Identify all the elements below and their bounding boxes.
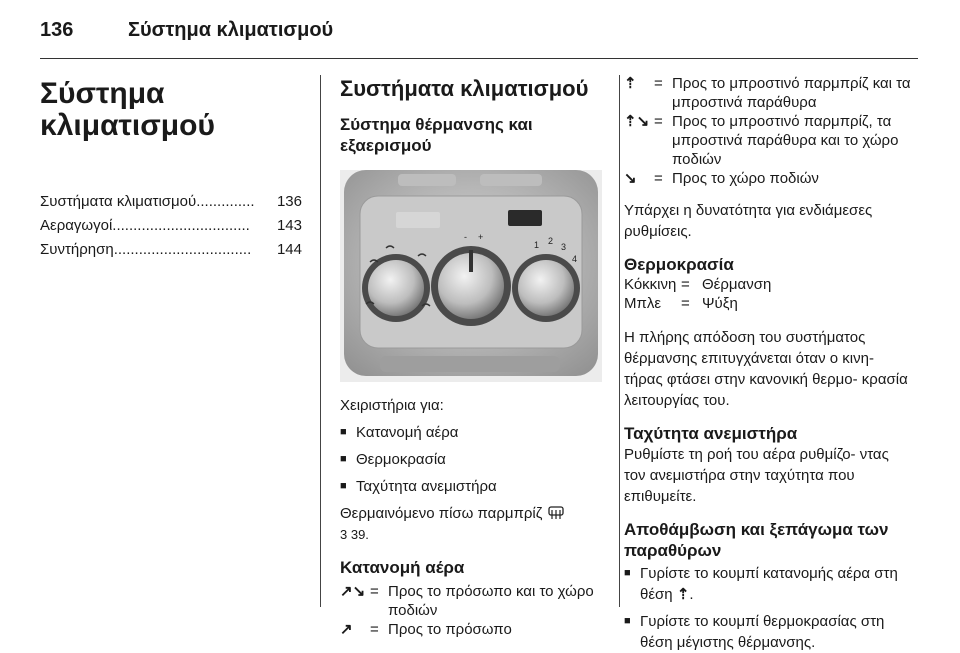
fan-label-2: 2 [548, 236, 554, 246]
control-panel-photo [340, 170, 602, 382]
defrost-heading [624, 519, 914, 561]
temperature-heading: Θερμοκρασία [624, 255, 734, 274]
subsection-title-line2: εξαερισμού [340, 136, 432, 155]
toc-page: 143 [276, 217, 302, 234]
temp-meaning: Ψύξη [702, 295, 738, 312]
heating-performance-note: Η πλήρης απόδοση του συστήματος θέρμανσης επιτυγχάνεται όταν ο κινη‐ τήρας φτάσει στην κανονική θερμο‐ κρασία λειτουργίας του. [624, 329, 908, 409]
equals: = [681, 295, 690, 312]
bullet-text: Γυρίστε το κουμπί κατανομής αέρα στη θέση ⇡. [640, 565, 898, 603]
list-item [624, 563, 914, 605]
chapter-title-line1: Σύστημα [40, 77, 165, 110]
list-item [624, 611, 914, 653]
fan-speed-text: Ρυθμίστε τη ροή του αέρα ρυθμίζο‐ ντας τον ανεμιστήρα στην ταχύτητα που επιθυμείτε. [624, 446, 889, 505]
face-icon: ↗ [340, 621, 353, 638]
rear-defrost-button [508, 210, 542, 226]
fan-speed-knob [512, 254, 580, 322]
bullet-icon: ■ [340, 453, 347, 465]
windscreen-icon: ⇡ [624, 75, 637, 92]
right-column [624, 74, 914, 653]
bullet-text: Ταχύτητα ανεμιστήρα [356, 478, 497, 495]
air-dist-row-face [340, 620, 602, 639]
column-divider-1 [320, 75, 321, 607]
equals: = [654, 170, 663, 187]
defrost-step-2: Γυρίστε το κουμπί θερμοκρασίας στη θέση μέγιστης θέρμανσης. [640, 613, 885, 651]
toc-page: 136 [276, 193, 302, 210]
table-of-contents [40, 190, 302, 262]
foot-icon: ↘ [624, 170, 637, 187]
list-item [340, 476, 602, 497]
bullet-icon: ■ [624, 615, 631, 627]
toc-entry-air-vents[interactable] [40, 214, 302, 238]
row-text: Προς το χώρο ποδιών [672, 170, 819, 187]
temp-color: Μπλε [624, 295, 662, 312]
toc-label: Συστήματα κλιματισμού [40, 193, 197, 210]
list-item [340, 449, 602, 470]
row-text: Προς το πρόσωπο [388, 621, 512, 638]
row-text: Προς το μπροστινό παρμπρίζ, τα μπροστινά παράθυρα και το χώρο ποδιών [672, 113, 899, 168]
air-dist-row-foot [624, 169, 914, 188]
section-title: Συστήματα κλιματισμού [340, 76, 589, 101]
subsection-title [340, 114, 602, 156]
row-text: Προς το μπροστινό παρμπρίζ και τα μπροστινά παράθυρα [672, 75, 911, 111]
equals: = [654, 113, 663, 130]
page-number: 136 [40, 19, 74, 41]
fan-label-4: 4 [572, 254, 578, 264]
subsection-title-line1: Σύστημα θέρμανσης και [340, 115, 533, 134]
chapter-title [40, 78, 302, 142]
defrost-heading-line2: παραθύρων [624, 541, 722, 560]
bullet-icon: ■ [340, 480, 347, 492]
air-dist-row-face-foot [340, 582, 602, 620]
fan-speed-heading: Ταχύτητα ανεμιστήρα [624, 424, 798, 443]
toc-leader: ................................. [112, 217, 250, 234]
heated-rear-text: Θερμαινόμενο πίσω παρμπρίζ [340, 505, 543, 522]
windscreen-icon: ⇡ [676, 586, 690, 603]
bullet-text: Θερμοκρασία [356, 451, 446, 468]
temperature-row-red [624, 275, 914, 294]
page-reference-text: 3 39. [340, 527, 369, 542]
face-foot-icon: ↗↘ [340, 583, 366, 600]
windscreen-foot-icon: ⇡↘ [624, 113, 650, 130]
bullet-icon: ■ [340, 426, 347, 438]
equals: = [370, 621, 379, 638]
heated-rear-window-note [340, 503, 602, 524]
temp-meaning: Θέρμανση [702, 276, 772, 293]
equals: = [654, 75, 663, 92]
bullet-text: Κατανομή αέρα [356, 424, 459, 441]
defrost-heading-line1: Αποθάμβωση και ξεπάγωμα των [624, 520, 889, 539]
page-reference[interactable] [340, 524, 602, 545]
intermediate-settings-note: Υπάρχει η δυνατότητα για ενδιάμεσες ρυθμίσεις. [624, 202, 873, 240]
air-distribution-knob [362, 254, 430, 322]
heated-rear-window-icon [547, 506, 565, 520]
toc-label: Συντήρηση [40, 241, 114, 258]
fan-label-1: 1 [534, 240, 540, 250]
toc-entry-maintenance[interactable] [40, 238, 302, 262]
toc-label: Αεραγωγοί [40, 217, 113, 234]
chapter-column [40, 78, 302, 262]
toc-leader: .............. [196, 193, 255, 210]
middle-column [340, 76, 602, 639]
header-rule [40, 58, 918, 59]
temp-color: Κόκκινη [624, 276, 677, 293]
defrost-step-1: Γυρίστε το κουμπί κατανομής αέρα στη θέση [640, 565, 898, 603]
equals: = [681, 276, 690, 293]
fan-label-3: 3 [561, 242, 567, 252]
temp-plus-label: + [478, 232, 484, 242]
air-distribution-heading: Κατανομή αέρα [340, 558, 465, 577]
toc-entry-climate-systems[interactable] [40, 190, 302, 214]
chapter-title-line2: κλιματισμού [40, 109, 215, 142]
controls-intro: Χειριστήρια για: [340, 397, 444, 414]
air-dist-row-windscreen-foot [624, 112, 914, 169]
temperature-row-blue [624, 294, 914, 313]
temp-minus-label: - [464, 232, 467, 242]
running-header: Σύστημα κλιματισμού [128, 19, 334, 41]
row-text: Προς το πρόσωπο και το χώρο ποδιών [388, 583, 594, 619]
list-item [340, 422, 602, 443]
bullet-icon: ■ [624, 567, 631, 579]
equals: = [370, 583, 379, 600]
temperature-knob [431, 246, 511, 326]
air-dist-row-windscreen [624, 74, 914, 112]
toc-leader: ................................. [113, 241, 252, 258]
column-divider-2 [619, 75, 620, 607]
toc-page: 144 [276, 241, 302, 258]
